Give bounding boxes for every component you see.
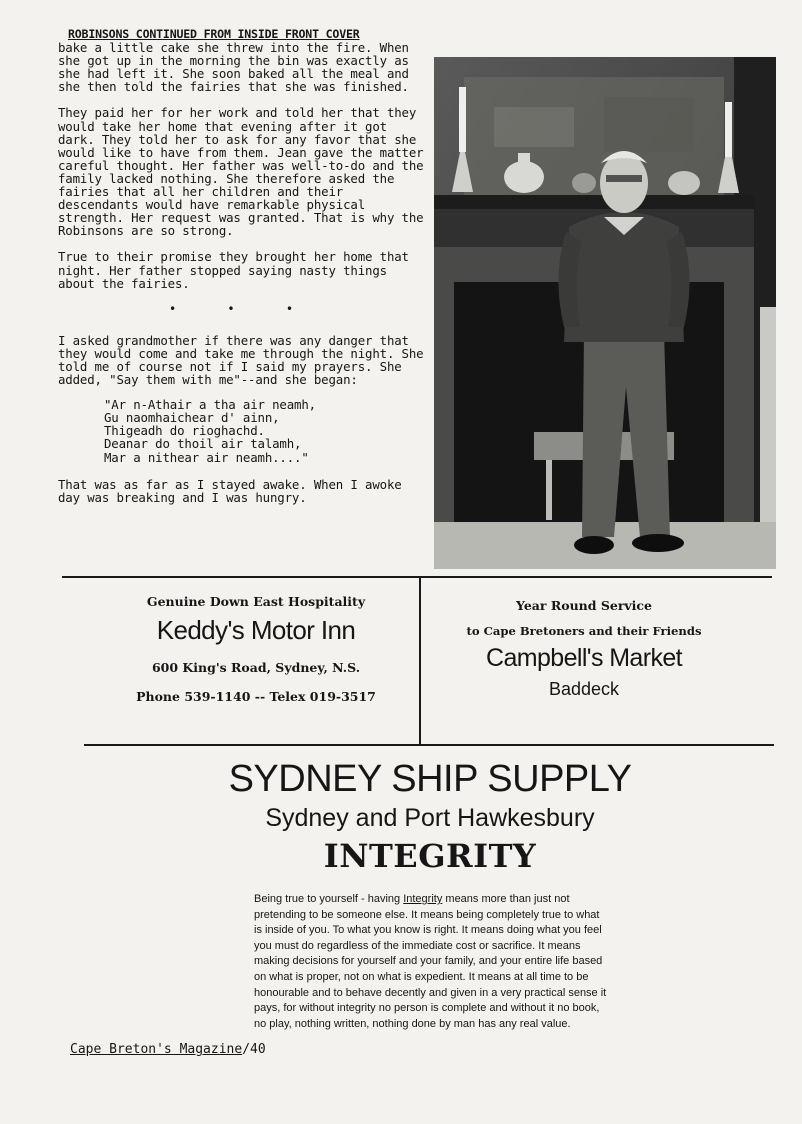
story-heading: ROBINSONS CONTINUED FROM INSIDE FRONT COVER xyxy=(68,27,360,41)
photo-man-by-fireplace xyxy=(434,57,776,569)
story-column xyxy=(58,28,426,504)
keddys-phone: Phone 539-1140 -- Telex 019-3517 xyxy=(136,689,376,704)
prayer-line-2: Gu naomhaichear d' ainn, xyxy=(104,410,280,426)
ad-campbells-market xyxy=(434,598,734,700)
divider-vertical xyxy=(419,578,421,744)
campbells-name: Campbell's Market xyxy=(485,644,683,672)
keddys-name: Keddy's Motor Inn xyxy=(156,615,356,645)
divider-bottom xyxy=(84,744,774,746)
story-paragraph-3: True to their promise they brought her home that night. Her father stopped saying nasty things about the fairies. xyxy=(58,249,409,291)
campbells-line-2: to Cape Bretoners and their Friends xyxy=(466,624,702,638)
prayer-line-1: "Ar n-Athair a tha air neamh, xyxy=(104,397,316,413)
magazine-title: Cape Breton's Magazine xyxy=(70,1042,243,1057)
divider-top xyxy=(62,576,772,578)
integrity-text-start: Being true to yourself - having xyxy=(254,893,404,905)
integrity-headline: INTEGRITY xyxy=(323,837,537,875)
prayer-line-5: Mar a nithear air neamh...." xyxy=(104,449,309,465)
story-paragraph-4: I asked grandmother if there was any danger that they would come and take me through the night. She told me of course not if I said my prayers. She added, "Say them with me"--and she began: xyxy=(58,332,424,388)
campbells-town: Baddeck xyxy=(548,679,620,699)
prayer-line-4: Deanar do thoil air talamh, xyxy=(104,436,302,452)
section-separator: • • • xyxy=(168,301,316,316)
integrity-underlined-word: Integrity xyxy=(403,893,443,905)
ship-supply-locations: Sydney and Port Hawkesbury xyxy=(265,804,595,832)
keddys-address: 600 King's Road, Sydney, N.S. xyxy=(151,660,361,675)
gaelic-prayer xyxy=(104,398,426,463)
integrity-text-rest: means more than just not pretending to be someone else. It means being completely true to what is inside of you. To what you know is right. It means doing what you feel you must do regardless of the immediate cost or sacrifice. It means making decisions for yourself and your family, and your entire life based on what is proper, not on what is expedient. It means at all time to be honourable and to behave decently and given in a very practical sense it pays, for without integrity no person is complete and without it no book, no play, nothing written, nothing done by man has any real value. xyxy=(254,893,607,1030)
page-number: /40 xyxy=(242,1042,266,1057)
page-footer xyxy=(70,1042,266,1057)
ad-keddys-motor-inn xyxy=(100,594,412,704)
photo-illustration xyxy=(434,57,776,569)
campbells-line-1: Year Round Service xyxy=(516,598,652,613)
integrity-text xyxy=(254,892,609,1032)
ad-sydney-ship-supply xyxy=(120,758,740,875)
keddys-tagline: Genuine Down East Hospitality xyxy=(146,594,366,609)
ship-supply-name: SYDNEY SHIP SUPPLY xyxy=(228,758,632,800)
story-paragraph-1: bake a little cake she threw into the fire. When she got up in the morning the bin was exactly as she had left it. She soon baked all the meal and she then told the fairies that she was finished. xyxy=(58,40,409,95)
story-closing: That was as far as I stayed awake. When I awoke day was breaking and I was hungry. xyxy=(58,476,402,505)
prayer-line-3: Thigeadh do rioghachd. xyxy=(104,423,265,439)
story-paragraph-2: They paid her for her work and told her that they would take her home that evening after it got dark. They told her to ask for any favor that she would like to have from them. Jean gave the matter careful thought. Her father was well-to-do and the family lacked nothing. She therefore asked the fairies that all her children and their descendants would have remarkable physical strength. Her request was granted. That is why the Robinsons are so strong. xyxy=(58,105,424,239)
